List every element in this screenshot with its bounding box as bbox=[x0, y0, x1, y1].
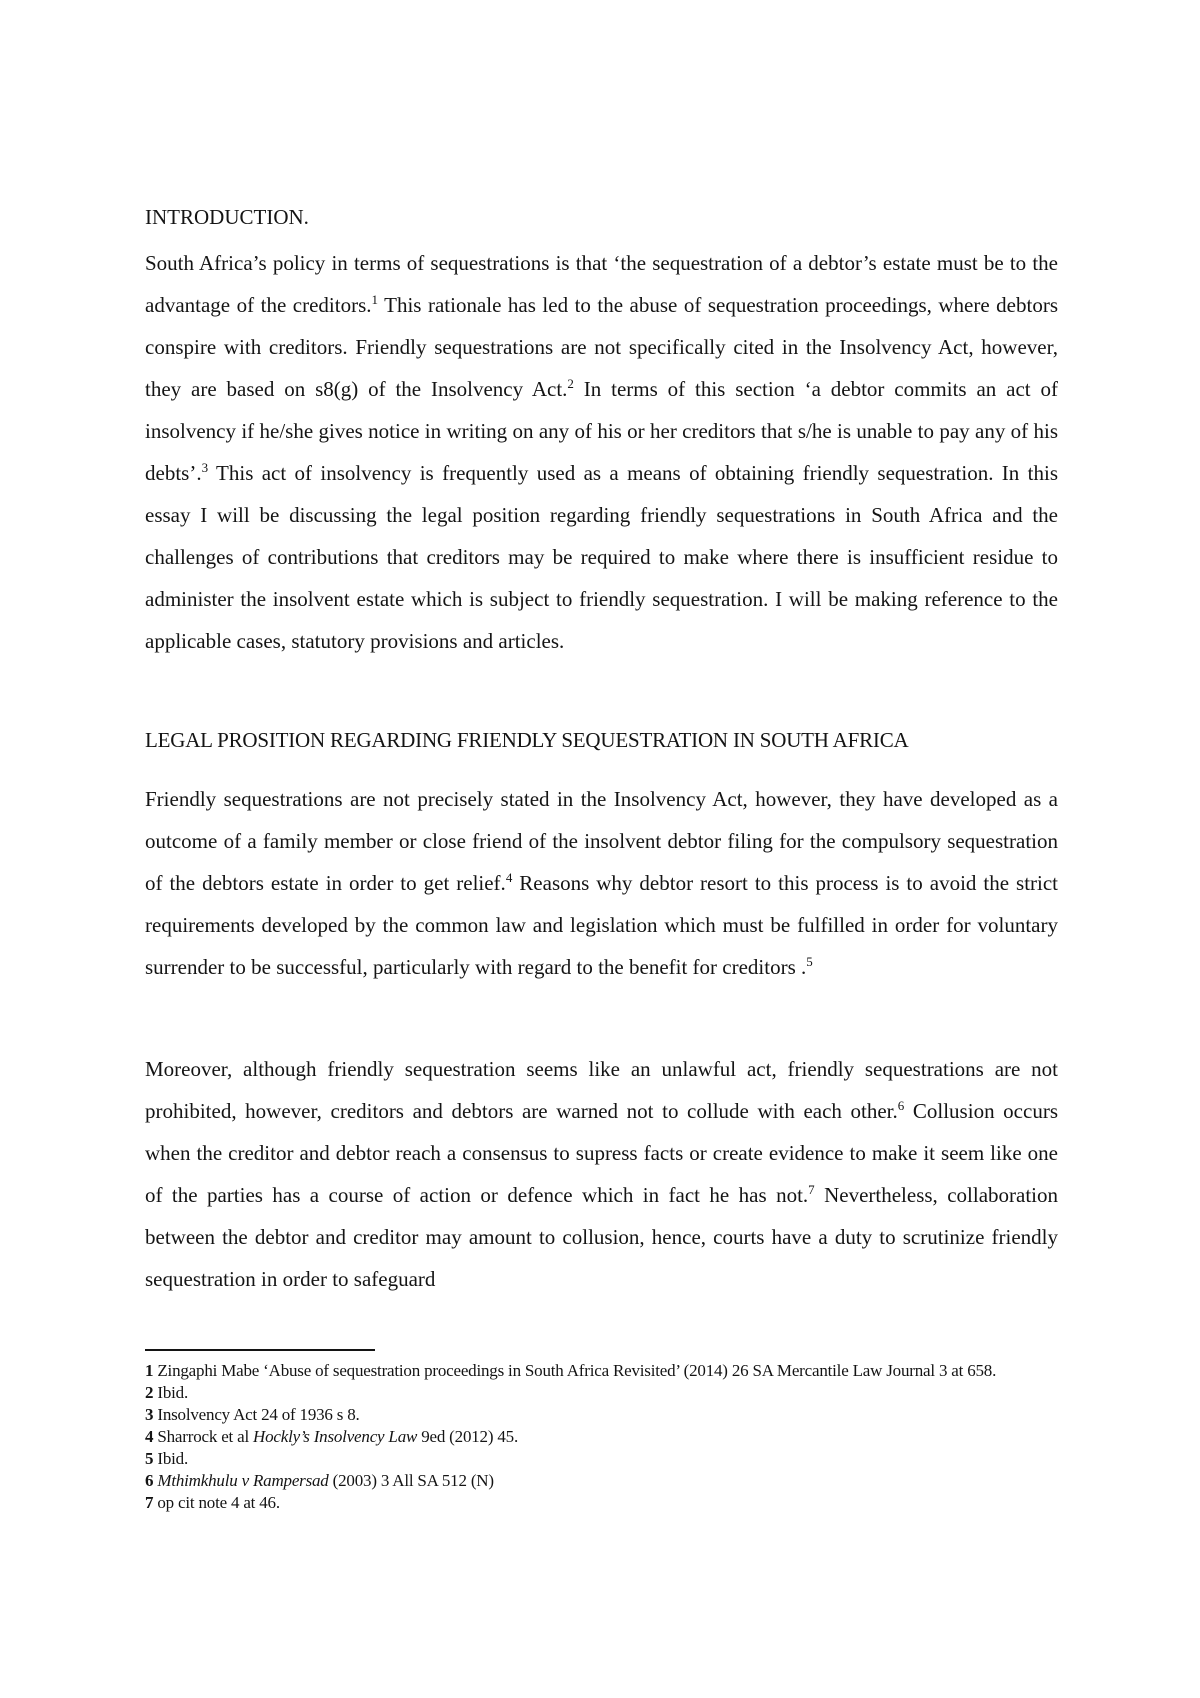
footnote-text: Zingaphi Mabe ‘Abuse of sequestration proceedings in South Africa Revisited’ (2014) 26 SA Mercantile Law Journal 3 at 658. bbox=[157, 1361, 997, 1380]
collusion-paragraph bbox=[145, 1048, 1058, 1300]
introduction-paragraph bbox=[145, 242, 1058, 662]
footnote-ref[interactable]: 3 bbox=[201, 460, 209, 475]
footnote-title: Hockly’s Insolvency Law bbox=[253, 1427, 418, 1446]
footnote-text: Ibid. bbox=[157, 1449, 189, 1468]
text-run: This act of insolvency is frequently used as a means of obtaining friendly sequestration. In this essay I will be discussing the legal position regarding friendly sequestrations in South Africa and the challenges of contributions that creditors may be required to make where there is insufficient residue to administer the insolvent estate which is subject to friendly sequestration. I will be making reference to the applicable cases, statutory provisions and articles. bbox=[145, 461, 1058, 653]
footnote-number: 4 bbox=[145, 1427, 154, 1446]
footnote-text: Sharrock et al bbox=[157, 1427, 254, 1446]
text-run: Nevertheless, collaboration between the debtor and creditor may amount to collusion, hence, courts have a duty to scrutinize friendly sequestration in order to safeguard bbox=[145, 1183, 1058, 1291]
footnote-ref[interactable]: 1 bbox=[371, 292, 378, 307]
footnote-number: 3 bbox=[145, 1405, 154, 1424]
text-run: This rationale has led to the abuse of sequestration proceedings, where debtors conspire with creditors. Friendly sequestrations are not specifically cited in the Insolvency Act, however, they are based on s8(g) of the Insolvency Act. bbox=[145, 293, 1058, 401]
footnote-number: 2 bbox=[145, 1383, 154, 1402]
footnote-item bbox=[145, 1404, 1065, 1426]
footnote-separator bbox=[145, 1349, 375, 1351]
footnote-case-name: Mthimkhulu v Rampersad bbox=[157, 1471, 329, 1490]
footnote-item bbox=[145, 1492, 1065, 1514]
text-run: Reasons why debtor resort to this process is to avoid the strict requirements developed by the common law and legislation which must be fulfilled in order for voluntary surrender to be successful, particularly with regard to the benefit for creditors . bbox=[145, 871, 1059, 979]
footnote-ref[interactable]: 7 bbox=[808, 1182, 815, 1197]
footnote-number: 1 bbox=[145, 1361, 154, 1380]
footnote-text: 9ed (2012) 45. bbox=[417, 1427, 519, 1446]
text-run: Friendly sequestrations are not precisely stated in the Insolvency Act, however, they have developed as a outcome of a family member or close friend of the insolvent debtor filing for the compulsory sequestration of the debtors estate in order to get relief. bbox=[145, 787, 1058, 895]
footnote-item bbox=[145, 1382, 1065, 1404]
footnote-item bbox=[145, 1448, 1065, 1470]
footnote-item bbox=[145, 1426, 1065, 1448]
footnote-ref[interactable]: 4 bbox=[505, 870, 513, 885]
footnote-text: Insolvency Act 24 of 1936 s 8. bbox=[157, 1405, 360, 1424]
footnote-ref[interactable]: 6 bbox=[897, 1098, 905, 1113]
footnote-text: op cit note 4 at 46. bbox=[157, 1493, 280, 1512]
footnote-number: 5 bbox=[145, 1449, 154, 1468]
legal-position-paragraph bbox=[145, 778, 1058, 988]
footnote-ref[interactable]: 2 bbox=[567, 376, 574, 391]
footnote-text: Ibid. bbox=[157, 1383, 189, 1402]
footnote-ref[interactable]: 5 bbox=[806, 954, 813, 969]
footnote-number: 7 bbox=[145, 1493, 154, 1512]
footnotes-list bbox=[145, 1360, 1065, 1514]
text-run: Collusion occurs when the creditor and debtor reach a consensus to supress facts or create evidence to make it seem like one of the parties has a course of action or defence which in fact he has not. bbox=[145, 1099, 1058, 1207]
footnote-text: (2003) 3 All SA 512 (N) bbox=[328, 1471, 494, 1490]
text-run: South Africa’s policy in terms of sequestrations is that ‘the sequestration of a debtor’s estate must be to the advantage of the creditors. bbox=[145, 251, 1058, 317]
footnote-item bbox=[145, 1470, 1065, 1492]
introduction-heading: INTRODUCTION. bbox=[145, 205, 309, 229]
text-run: Moreover, although friendly sequestration seems like an unlawful act, friendly sequestrations are not prohibited, however, creditors and debtors are warned not to collude with each other. bbox=[145, 1057, 1058, 1123]
legal-position-heading: LEGAL PROSITION REGARDING FRIENDLY SEQUESTRATION IN SOUTH AFRICA bbox=[145, 728, 909, 752]
footnote-number: 6 bbox=[145, 1471, 154, 1490]
footnote-item bbox=[145, 1360, 1065, 1382]
text-run: In terms of this section ‘a debtor commits an act of insolvency if he/she gives notice in writing on any of his or her creditors that s/he is unable to pay any of his debts’. bbox=[145, 377, 1058, 485]
